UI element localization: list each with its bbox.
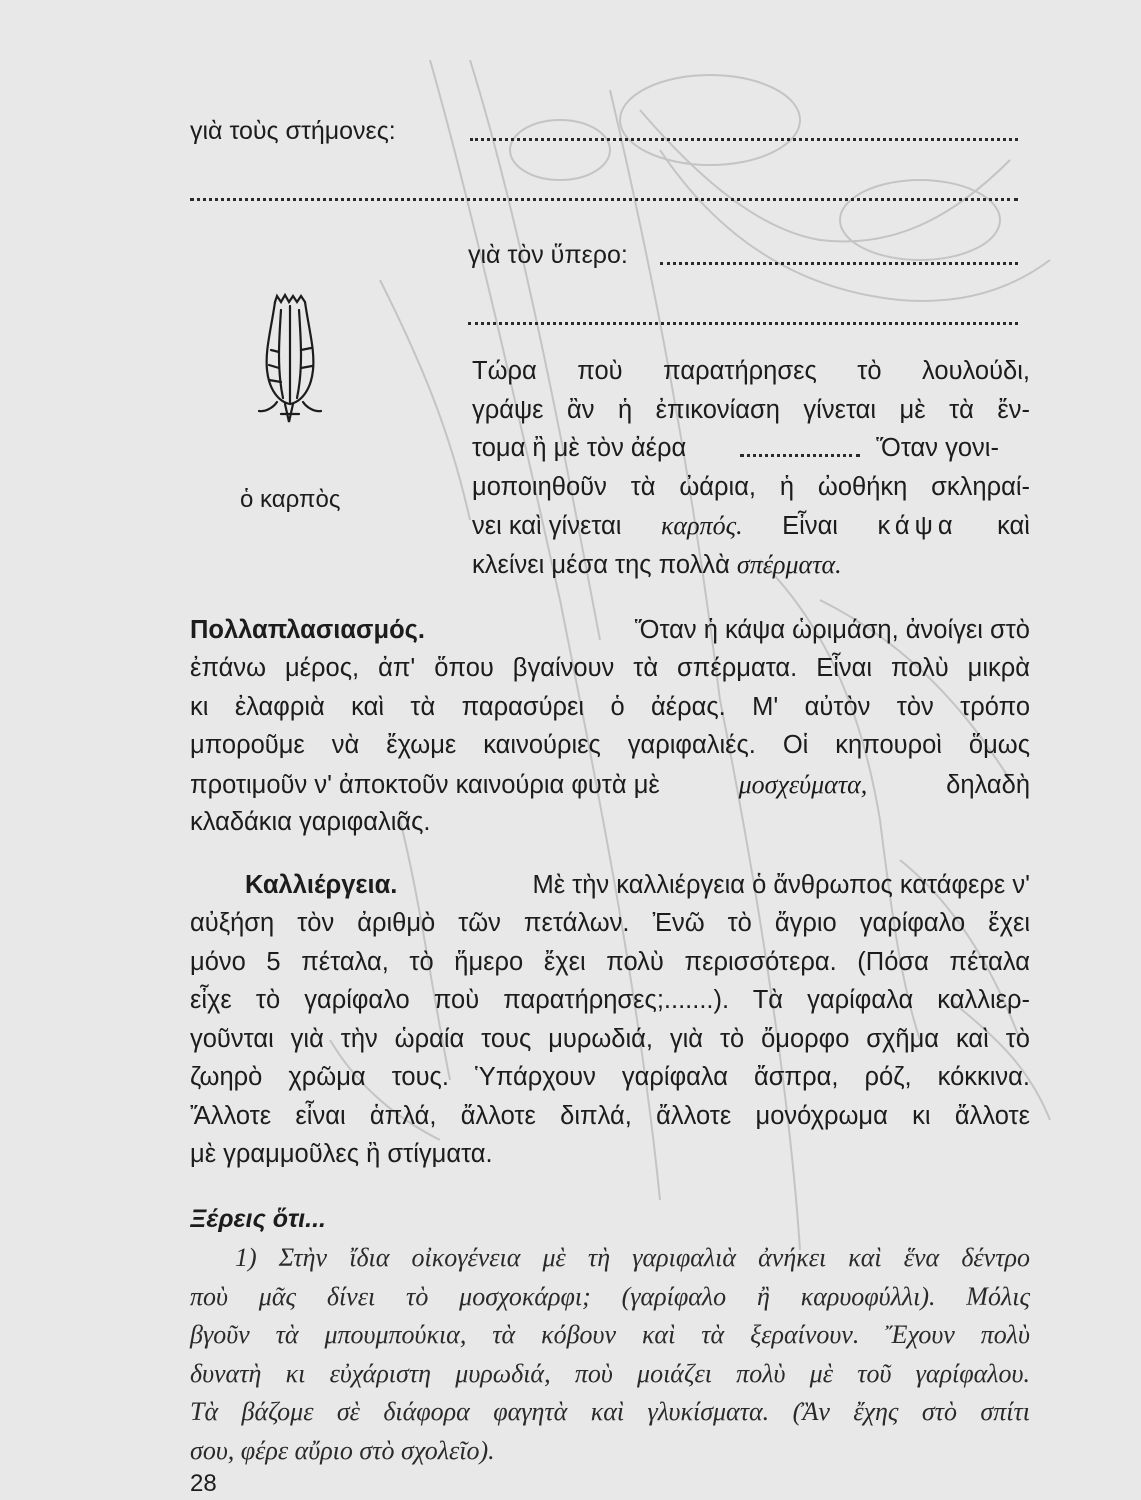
- cultivation-line-5: γοῦνται γιὰ τὴν ὡραία τους μυρωδιά, γιὰ τὸ ὄμορφο σχῆμα καὶ τὸ: [190, 1025, 1030, 1053]
- page-number: 28: [190, 1470, 217, 1497]
- multiplication-line-2: ἐπάνω μέρος, ἀπ' ὅπου βγαίνουν τὰ σπέρματα. Εἶναι πολὺ μικρὰ: [190, 654, 1030, 682]
- fruit-line-1: Τώρα ποὺ παρατήρησες τὸ λουλούδι,: [472, 357, 1030, 385]
- cultivation-heading: Καλλιέργεια.: [245, 871, 398, 899]
- fruit-line-2: γράψε ἂν ἡ ἐπικονίαση γίνεται μὲ τὰ ἔν-: [472, 396, 1030, 424]
- fruit-line-4: μοποιηθοῦν τὰ ὠάρια, ἡ ὠοθήκη σκληραί-: [472, 473, 1030, 501]
- pistil-answer-line-1[interactable]: [660, 262, 1018, 265]
- stamens-answer-line-2[interactable]: [190, 198, 1018, 201]
- stamens-label: γιὰ τοὺς στήμονες:: [190, 117, 396, 145]
- cultivation-line-4: εἶχε τὸ γαρίφαλο ποὺ παρατήρησες;.......). Τὰ γαρίφαλα καλλιερ-: [190, 986, 1030, 1014]
- pistil-answer-line-2[interactable]: [468, 322, 1018, 325]
- cultivation-line-6: ζωηρὸ χρῶμα τους. Ὑπάρχουν γαρίφαλα ἄσπρα, ρόζ, κόκκινα.: [190, 1063, 1030, 1091]
- fruit-line-3b: Ὅταν γονι-: [876, 434, 999, 462]
- did-you-know-line-5: Τὰ βάζομε σὲ διάφορα φαγητὰ καὶ γλυκίσματα. (Ἂν ἔχης στὸ σπίτι: [190, 1397, 1030, 1426]
- cultivation-line-8: μὲ γραμμοῦλες ἢ στίγματα.: [190, 1140, 493, 1168]
- multiplication-line-3: κι ἐλαφριὰ καὶ τὰ παρασύρει ὁ ἀέρας. Μ' αὐτὸν τὸν τρόπο: [190, 693, 1030, 721]
- pistil-label: γιὰ τὸν ὕπερο:: [468, 241, 628, 269]
- fruit-capsule-illustration: [255, 290, 325, 430]
- pollination-answer-line[interactable]: [740, 454, 860, 457]
- multiplication-line-4: μποροῦμε νὰ ἔχωμε καινούριες γαριφαλιές. Οἱ κηπουροὶ ὅμως: [190, 731, 1030, 759]
- cultivation-line-7: Ἄλλοτε εἶναι ἁπλά, ἄλλοτε διπλά, ἄλλοτε μονόχρωμα κι ἄλλοτε: [190, 1102, 1030, 1130]
- fruit-line-3: τομα ἢ μὲ τὸν ἀέρα: [472, 434, 687, 462]
- multiplication-heading: Πολλαπλασιασμός.: [190, 616, 426, 644]
- figure-caption: ὁ καρπὸς: [240, 486, 341, 513]
- did-you-know-heading: Ξέρεις ὅτι...: [190, 1205, 326, 1233]
- multiplication-line-5: προτιμοῦν ν' ἀποκτοῦν καινούρια φυτὰ μὲ μοσχεύματα, δηλαδὴ: [190, 770, 1030, 799]
- fruit-line-6: κλείνει μέσα της πολλὰ σπέρματα.: [472, 550, 842, 579]
- cultivation-line-3: μόνο 5 πέταλα, τὸ ἥμερο ἔχει πολὺ περισσότερα. (Πόσα πέταλα: [190, 948, 1030, 976]
- did-you-know-line-3: βγοῦν τὰ μπουμπούκια, τὰ κόβουν καὶ τὰ ξεραίνουν. Ἔχουν πολὺ: [190, 1320, 1030, 1349]
- cultivation-line-1: Καλλιέργεια. Μὲ τὴν καλλιέργεια ὁ ἄνθρωπος κατάφερε ν': [245, 871, 1030, 899]
- did-you-know-line-2: ποὺ μᾶς δίνει τὸ μοσχοκάρφι; (γαρίφαλο ἢ καρυοφύλλι). Μόλις: [190, 1282, 1030, 1311]
- did-you-know-line-1: 1) Στὴν ἴδια οἰκογένεια μὲ τὴ γαριφαλιὰ ἀνήκει καὶ ἕνα δέντρο: [235, 1243, 1030, 1272]
- fruit-line-5: νει καὶ γίνεται καρπός. Εἶναι κάψα καὶ: [472, 511, 1030, 540]
- multiplication-line-1: Πολλαπλασιασμός. Ὅταν ἡ κάψα ὡριμάση, ἀνοίγει στὸ: [190, 616, 1030, 644]
- did-you-know-line-6: σου, φέρε αὔριο στὸ σχολεῖο).: [190, 1436, 495, 1465]
- cultivation-line-2: αὐξήση τὸν ἀριθμὸ τῶν πετάλων. Ἐνῶ τὸ ἄγριο γαρίφαλο ἔχει: [190, 909, 1030, 937]
- multiplication-line-6: κλαδάκια γαριφαλιᾶς.: [190, 808, 431, 836]
- did-you-know-line-4: δυνατὴ κι εὐχάριστη μυρωδιά, ποὺ μοιάζει πολὺ μὲ τοῦ γαρίφαλου.: [190, 1359, 1030, 1388]
- stamens-answer-line-1[interactable]: [470, 138, 1018, 141]
